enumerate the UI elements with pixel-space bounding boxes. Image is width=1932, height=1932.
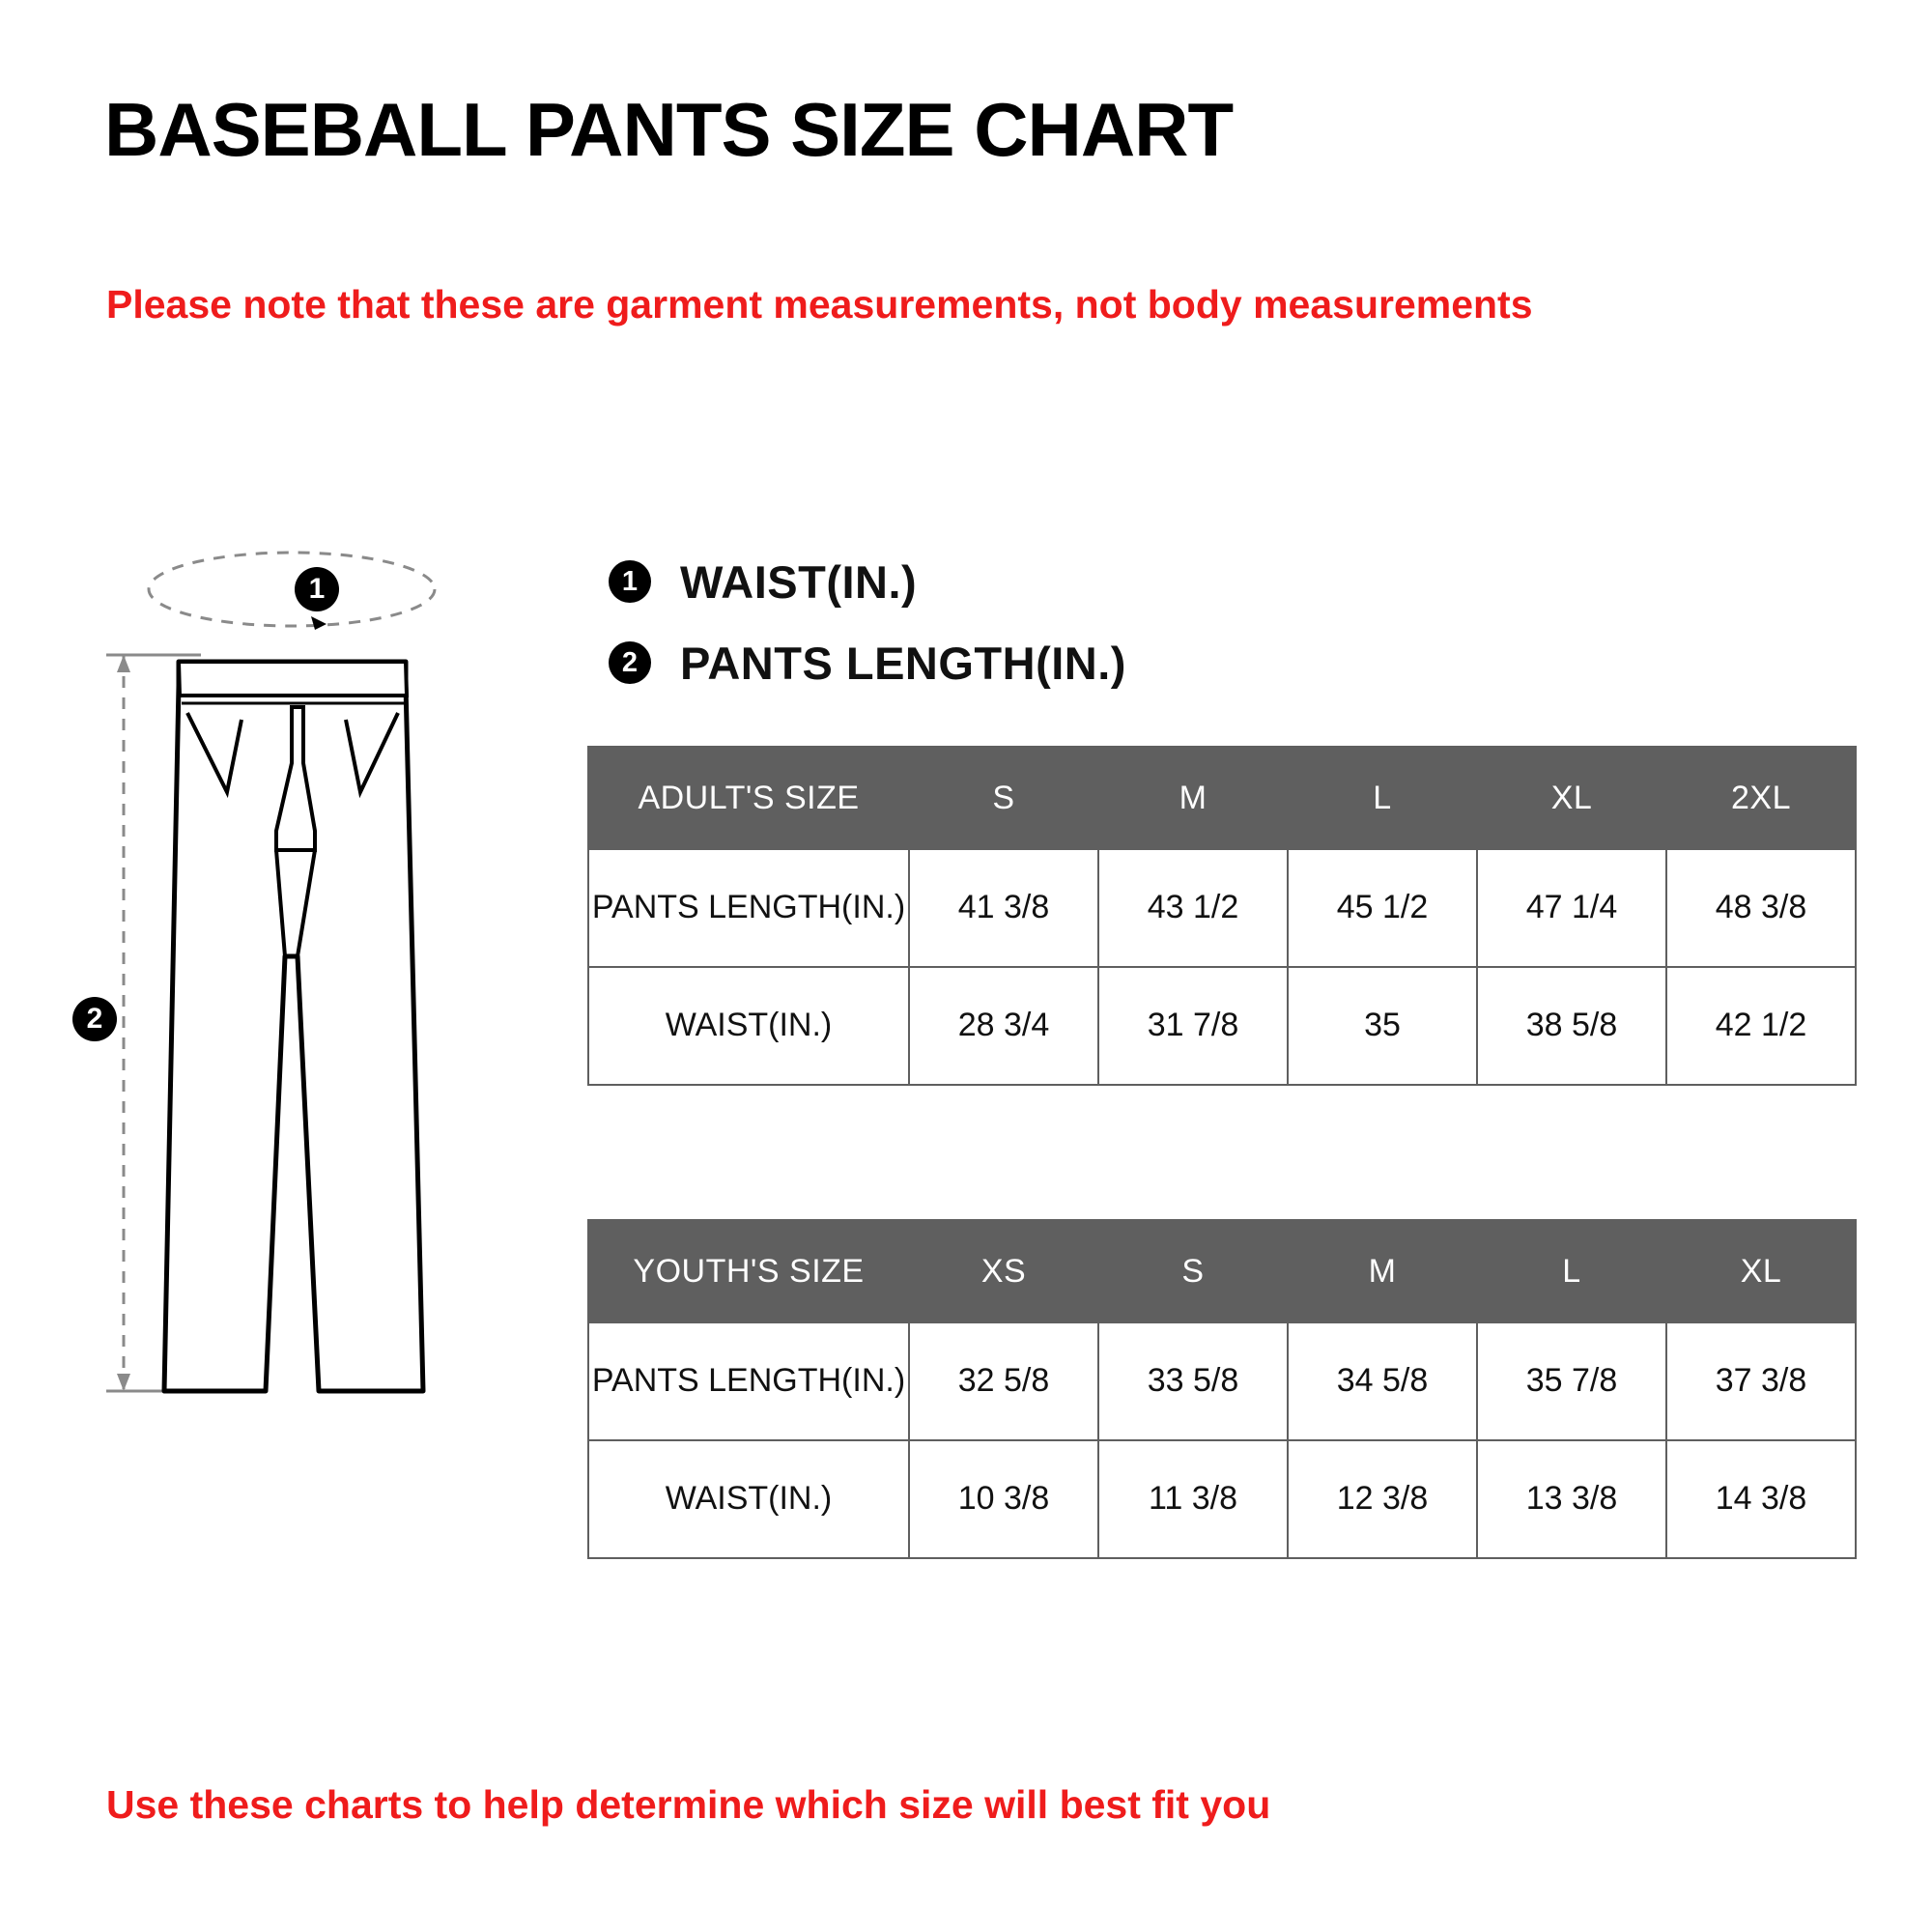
adults-length-s: 41 3/8 xyxy=(909,849,1098,967)
adults-waist-l: 35 xyxy=(1288,967,1477,1085)
legend-item-length xyxy=(609,622,1126,703)
youths-length-l: 35 7/8 xyxy=(1477,1322,1666,1440)
page-title: BASEBALL PANTS SIZE CHART xyxy=(104,87,1234,172)
adults-size-table xyxy=(587,746,1857,1086)
youths-col-xs: XS xyxy=(909,1220,1098,1322)
adults-col-m: M xyxy=(1098,747,1288,849)
table-row xyxy=(588,1440,1856,1558)
adults-col-l: L xyxy=(1288,747,1477,849)
adults-length-l: 45 1/2 xyxy=(1288,849,1477,967)
legend xyxy=(609,541,1126,703)
adults-col-xl: XL xyxy=(1477,747,1666,849)
youths-col-xl: XL xyxy=(1666,1220,1856,1322)
pants-diagram xyxy=(87,541,589,1633)
adults-waist-2xl: 42 1/2 xyxy=(1666,967,1856,1085)
youths-waist-s: 11 3/8 xyxy=(1098,1440,1288,1558)
legend-item-waist xyxy=(609,541,1126,622)
youths-waist-m: 12 3/8 xyxy=(1288,1440,1477,1558)
footer-note: Use these charts to help determine which size will best fit you xyxy=(106,1782,1271,1827)
youths-col-m: M xyxy=(1288,1220,1477,1322)
youths-length-s: 33 5/8 xyxy=(1098,1322,1288,1440)
youths-col-l: L xyxy=(1477,1220,1666,1322)
adults-waist-s: 28 3/4 xyxy=(909,967,1098,1085)
marker-two-icon: 2 xyxy=(609,641,651,684)
legend-label-waist: WAIST(IN.) xyxy=(680,555,918,608)
legend-label-length: PANTS LENGTH(IN.) xyxy=(680,637,1126,689)
youths-row-label-waist: WAIST(IN.) xyxy=(588,1440,909,1558)
youths-waist-xs: 10 3/8 xyxy=(909,1440,1098,1558)
adults-size-corner-label: ADULT'S SIZE xyxy=(588,747,909,849)
youths-length-xs: 32 5/8 xyxy=(909,1322,1098,1440)
youths-length-m: 34 5/8 xyxy=(1288,1322,1477,1440)
adults-waist-xl: 38 5/8 xyxy=(1477,967,1666,1085)
adults-length-2xl: 48 3/8 xyxy=(1666,849,1856,967)
adults-length-m: 43 1/2 xyxy=(1098,849,1288,967)
marker-one-icon: 1 xyxy=(609,560,651,603)
adults-row-label-length: PANTS LENGTH(IN.) xyxy=(588,849,909,967)
youths-size-table xyxy=(587,1219,1857,1559)
youths-waist-xl: 14 3/8 xyxy=(1666,1440,1856,1558)
adults-length-xl: 47 1/4 xyxy=(1477,849,1666,967)
table-row xyxy=(588,849,1856,967)
table-header-row xyxy=(588,1220,1856,1322)
diagram-marker-waist: 1 xyxy=(295,567,339,611)
youths-col-s: S xyxy=(1098,1220,1288,1322)
adults-waist-m: 31 7/8 xyxy=(1098,967,1288,1085)
youths-size-corner-label: YOUTH'S SIZE xyxy=(588,1220,909,1322)
diagram-marker-length: 2 xyxy=(72,997,117,1041)
youths-row-label-length: PANTS LENGTH(IN.) xyxy=(588,1322,909,1440)
pants-illustration-svg xyxy=(87,541,589,1633)
youths-length-xl: 37 3/8 xyxy=(1666,1322,1856,1440)
measurement-note: Please note that these are garment measurements, not body measurements xyxy=(106,282,1533,327)
table-row xyxy=(588,1322,1856,1440)
table-header-row xyxy=(588,747,1856,849)
adults-row-label-waist: WAIST(IN.) xyxy=(588,967,909,1085)
adults-col-2xl: 2XL xyxy=(1666,747,1856,849)
table-row xyxy=(588,967,1856,1085)
youths-waist-l: 13 3/8 xyxy=(1477,1440,1666,1558)
adults-col-s: S xyxy=(909,747,1098,849)
